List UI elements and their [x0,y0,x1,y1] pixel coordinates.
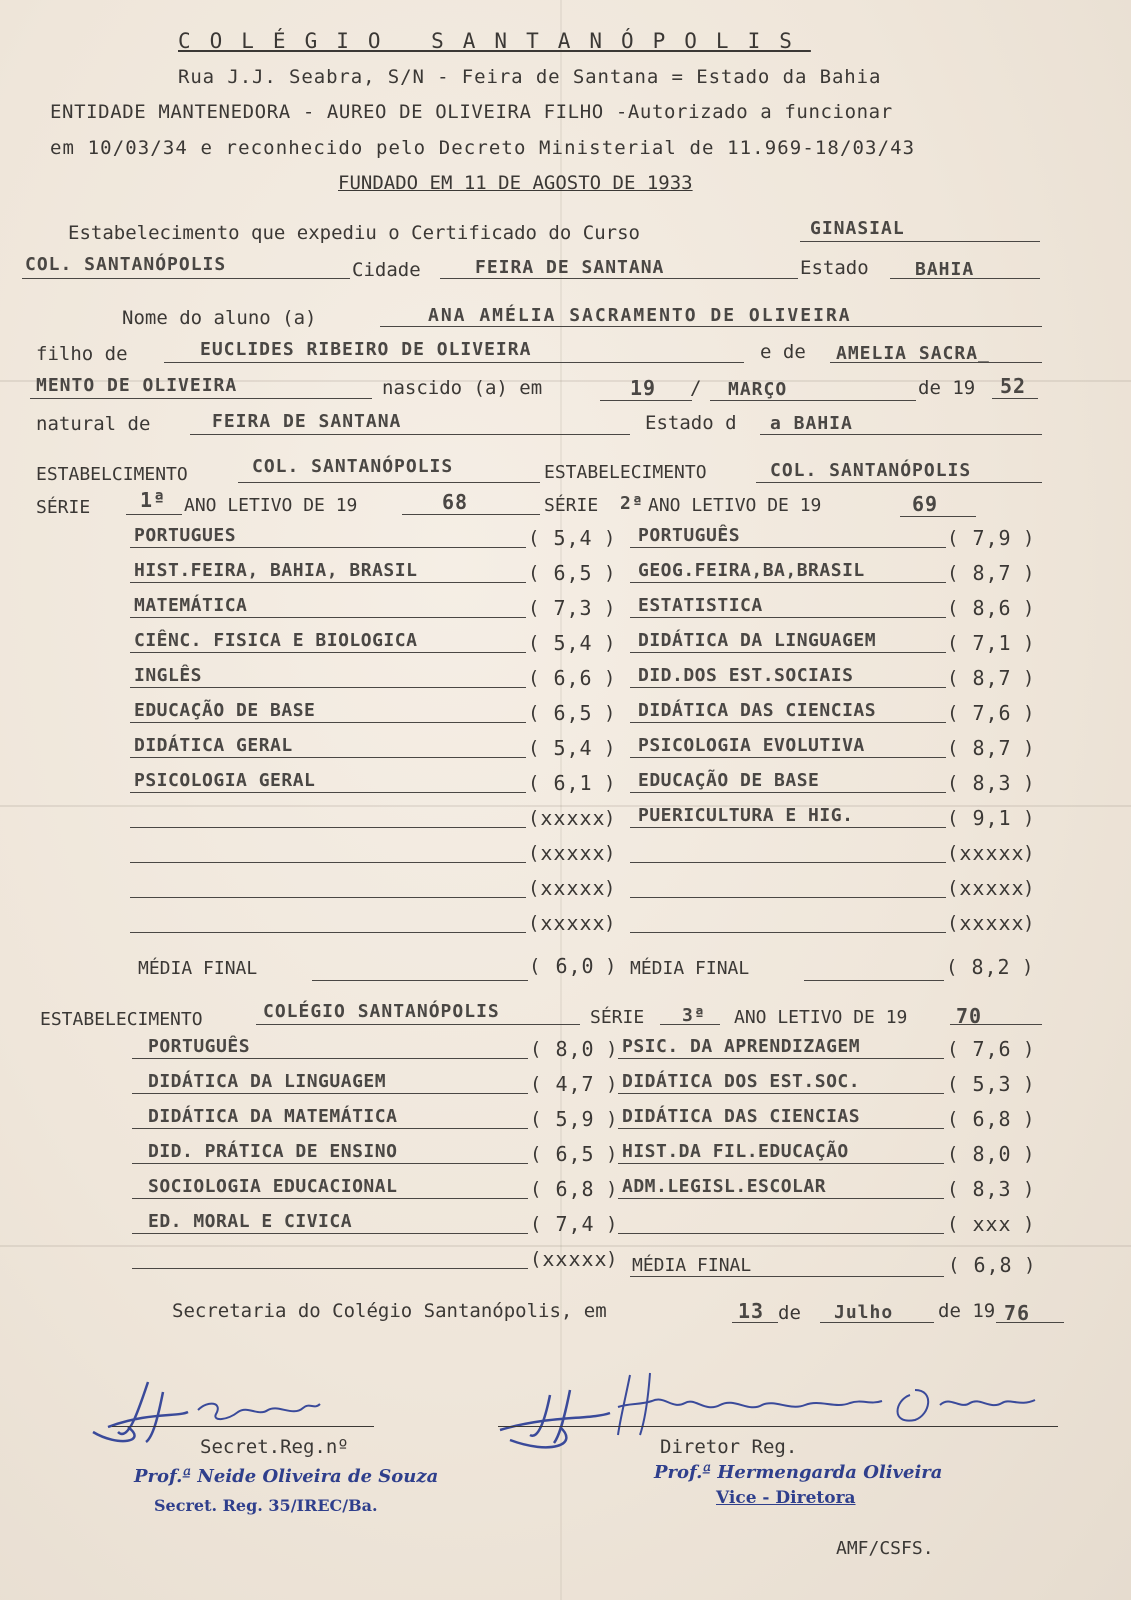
closing-text: Secretaria do Colégio Santanópolis, em [172,1300,607,1322]
subject-name: PORTUGUES [134,525,237,546]
state-label: Estado [800,257,869,279]
subject-grade: 6,5 [553,561,593,585]
maintaining-entity: ENTIDADE MANTENEDORA - AUREO DE OLIVEIRA FILHO -Autorizado a funcionar [50,101,893,123]
birth-day: 19 [630,376,657,400]
subject-grade: 6,1 [553,771,593,795]
subject-name: ADM.LEGISL.ESCOLAR [622,1176,827,1197]
subject-grade: 6,8 [972,1107,1012,1131]
natural-state: a BAHIA [770,413,853,434]
subject-grade: 5,4 [553,631,593,655]
closing-de1: de [778,1302,801,1324]
subject-grade: xxxxx [542,1247,608,1271]
y1-year-label: ANO LETIVO DE 19 [184,495,358,516]
issued-label: Estabelecimento que expediu o Certificado do Curso [68,222,640,244]
subject-name: PSIC. DA APRENDIZAGEM [622,1036,861,1057]
city-label: Cidade [352,259,421,281]
closing-year: 76 [1004,1301,1031,1325]
subject-name: HIST.FEIRA, BAHIA, BRASIL [134,560,418,581]
subject-grade: 7,6 [972,701,1012,725]
state-label-2: Estado d [645,412,737,434]
y3-est-value: COLÉGIO SANTANÓPOLIS [263,1001,500,1022]
footer-code: AMF/CSFS. [836,1538,934,1559]
school-title: COLÉGIO SANTANÓPOLIS [178,29,811,53]
subject-grade: 7,4 [555,1212,595,1236]
subject-name: EDUCAÇÃO DE BASE [134,700,316,721]
founded-line: FUNDADO EM 11 DE AGOSTO DE 1933 [338,172,693,194]
subject-name: SOCIOLOGIA EDUCACIONAL [148,1176,398,1197]
and-label: e de [760,341,806,363]
subject-grade: 7,9 [972,526,1012,550]
subject-grade: xxxxx [540,876,606,900]
birth-year: 52 [1000,374,1027,398]
course-value: GINASIAL [810,218,905,239]
subject-grade: 7,1 [972,631,1012,655]
subject-grade: xxxxx [959,841,1025,865]
subject-grade: xxxxx [540,806,606,830]
y1-est-label: ESTABELCIMENTO [36,464,188,485]
y3-year-label: ANO LETIVO DE 19 [734,1007,908,1028]
name-label: Nome do aluno (a) [122,307,317,329]
subject-name: DIDÁTICA DA LINGUAGEM [638,630,877,651]
y1-serie: 1ª [140,488,167,512]
city-value: FEIRA DE SANTANA [475,257,665,278]
secretary-label: Secret.Reg.nº [200,1436,349,1458]
closing-de2: de 19 [938,1300,996,1322]
secretary-stamp-name: Prof.ª Neide Oliveira de Souza [134,1466,439,1487]
subject-grade: 6,5 [555,1142,595,1166]
subject-grade: 4,7 [555,1072,595,1096]
born-label: nascido (a) em [382,377,543,399]
subject-name: PORTUGUÊS [148,1036,251,1057]
mother-name-part1: AMELIA SACRA_ [836,343,990,364]
student-name: ANA AMÉLIA SACRAMENTO DE OLIVEIRA [428,305,852,326]
subject-name: DIDÁTICA DA MATEMÁTICA [148,1106,398,1127]
y2-final-grade: 8,2 [971,955,1011,979]
subject-name: CIÊNC. FISICA E BIOLOGICA [134,630,418,651]
subject-grade: 8,0 [555,1037,595,1061]
y2-serie: 2ª [620,493,644,514]
subject-grade: 8,6 [972,596,1012,620]
y3-final-grade: 6,8 [973,1253,1013,1277]
natural-city: FEIRA DE SANTANA [212,411,402,432]
subject-name: PORTUGUÊS [638,525,741,546]
y1-year: 68 [442,490,469,514]
subject-grade: 5,3 [972,1072,1012,1096]
y1-final-label: MÉDIA FINAL [138,958,258,979]
subject-name: DID.DOS EST.SOCIAIS [638,665,854,686]
y2-est-value: COL. SANTANÓPOLIS [770,460,972,481]
subject-name: DIDÁTICA GERAL [134,735,293,756]
subject-grade: xxxxx [540,841,606,865]
subject-grade: 8,3 [972,1177,1012,1201]
closing-day: 13 [738,1299,765,1323]
director-stamp-name: Prof.ª Hermengarda Oliveira [654,1462,943,1483]
director-stamp-role: Vice - Diretora [716,1488,856,1508]
subject-grade: xxxxx [959,876,1025,900]
director-label: Diretor Reg. [660,1436,798,1458]
subject-grade: xxx [972,1212,1012,1236]
closing-month: Julho [834,1302,894,1323]
certificate-document: COLÉGIO SANTANÓPOLIS Rua J.J. Seabra, S/N - Feira de Santana = Estado da Bahia ENTIDADE MANTENEDORA - AUREO DE OLIVEIRA FILHO -Autorizado a funcionar em 10/03/34 e reconhecido pelo Decreto Ministerial de 11.969-18/03/43 FUNDADO EM 11 DE AGOSTO DE 1933 Estabelecimento que expediu o Certificado do Curso GINASIAL COL. SANTANÓPOLIS Cidade FEIRA DE SANTANA Estado BAHIA Nome do aluno (a) ANA AMÉLIA SACRAMENTO DE OLIVEIRA filho de EUCLIDES RIBEIRO DE OLIVEIRA e de AMELIA SACRA_ MENTO DE OLIVEIRA nascido (a) em 19 / MARÇO de 19 52 natural de FEIRA DE SANTANA Estado d a BAHIA ESTABELCIMENTO COL. SANTANÓPOLIS ESTABELECIMENTO COL. SANTANÓPOLIS SÉRIE 1ª ANO LETIVO DE 19 68 SÉRIE 2ª ANO LETIVO DE 19 69 PORTUGUES ( 5,4 ) HIST.FEIRA, BAHIA, BRASIL ( 6,5 ) MATEMÁTICA ( 7,3 ) CIÊNC. FISICA E BIOLOGICA ( 5,4 ) INGLÊS ( 6,6 ) EDUCAÇÃO DE BASE ( 6,5 ) DIDÁTICA GERAL ( 5,4 ) PSICOLOGIA GERAL ( 6,1 ) ( xxxxx ) ( xxxxx ) ( xxxxx ) ( xxxxx ) PORTUGUÊS ( 7,9 ) GEOG.FEIRA,BA,BRASIL ( 8,7 ) ESTATISTICA ( 8,6 ) DIDÁTICA DA LINGUAGEM ( 7,1 ) DID.DOS EST.SOCIAIS ( 8,7 ) DIDÁTICA DAS CIENCIAS ( 7,6 ) PSICOLOGIA EVOLUTIVA ( 8,7 ) EDUCAÇÃO DE BASE ( 8,3 ) PUERICULTURA E HIG. ( 9,1 ) ( xxxxx ) ( xxxxx ) ( xxxxx ) MÉDIA FINAL 6,0 ( ) MÉDIA FINAL 8,2 ( ) ESTABELECIMENTO COLÉGIO SANTANÓPOLIS SÉRIE 3ª ANO LETIVO DE 19 70 PORTUGUÊS ( 8,0 ) DIDÁTICA DA LINGUAGEM ( 4,7 ) DIDÁTICA DA MATEMÁTICA ( 5,9 ) DID. PRÁTICA DE ENSINO ( 6,5 ) SOCIOLOGIA EDUCACIONAL ( 6,8 ) ED. MORAL E CIVICA ( 7,4 ) ( xxxxx ) PSIC. DA APRENDIZAGEM ( 7,6 ) DIDÁTICA DOS EST.SOC. ( 5,3 ) DIDÁTICA DAS CIENCIAS ( 6,8 ) HIST.DA FIL.EDUCAÇÃO ( 8,0 ) ADM.LEGISL.ESCOLAR ( 8,3 ) ( xxx ) MÉDIA FINAL 6,8 ( ) Secretaria do Colégio Santanópolis, em 13 de Julho de 19 76 Secret.Reg.nº Prof.ª Neide Oliveira de Souza Secret. Reg. 35/IREC/Ba. Diretor Reg. Prof.ª Hermengarda Oliveira Vice - Diretora AMF/CSFS. [0,0,1131,1600]
decree-line: em 10/03/34 e reconhecido pelo Decreto Ministerial de 11.969-18/03/43 [50,137,916,159]
subject-name: GEOG.FEIRA,BA,BRASIL [638,560,865,581]
y3-serie-label: SÉRIE [590,1007,645,1028]
subject-name: DIDÁTICA DOS EST.SOC. [622,1071,861,1092]
subject-grade: xxxxx [959,911,1025,935]
school-address: Rua J.J. Seabra, S/N - Feira de Santana = Estado da Bahia [178,66,882,88]
birth-year-prefix: de 19 [918,377,976,399]
subject-grade: 8,3 [972,771,1012,795]
subject-grade: 6,5 [553,701,593,725]
birth-slash: / [690,377,702,399]
subject-name: PUERICULTURA E HIG. [638,805,854,826]
y2-year: 69 [912,492,939,516]
subject-name: PSICOLOGIA EVOLUTIVA [638,735,865,756]
subject-grade: 9,1 [972,806,1012,830]
natural-label: natural de [36,413,151,435]
subject-name: ESTATISTICA [638,595,763,616]
subject-name: ED. MORAL E CIVICA [148,1211,353,1232]
y3-serie: 3ª [682,1005,706,1026]
subject-grade: 5,4 [553,736,593,760]
subject-grade: 8,0 [972,1142,1012,1166]
y2-est-label: ESTABELECIMENTO [544,462,707,483]
birth-month: MARÇO [728,379,788,400]
subject-grade: 8,7 [972,561,1012,585]
subject-name: EDUCAÇÃO DE BASE [638,770,820,791]
subject-name: HIST.DA FIL.EDUCAÇÃO [622,1141,849,1162]
mother-name-part2: MENTO DE OLIVEIRA [36,375,238,396]
y2-year-label: ANO LETIVO DE 19 [648,495,822,516]
y1-final-grade: 6,0 [555,954,595,978]
subject-name: DID. PRÁTICA DE ENSINO [148,1141,398,1162]
establishment-value: COL. SANTANÓPOLIS [25,254,227,275]
father-label: filho de [36,343,128,365]
subject-name: PSICOLOGIA GERAL [134,770,316,791]
subject-grade: 8,7 [972,736,1012,760]
father-name: EUCLIDES RIBEIRO DE OLIVEIRA [200,339,532,360]
subject-grade: 5,4 [553,526,593,550]
subject-name: MATEMÁTICA [134,595,248,616]
subject-name: DIDÁTICA DA LINGUAGEM [148,1071,387,1092]
state-value: BAHIA [915,259,975,280]
subject-grade: 7,6 [972,1037,1012,1061]
secretary-stamp-reg: Secret. Reg. 35/IREC/Ba. [154,1496,378,1515]
y1-serie-label: SÉRIE [36,497,91,518]
y2-serie-label: SÉRIE [544,495,599,516]
y3-final-label: MÉDIA FINAL [632,1255,752,1276]
subject-grade: 6,8 [555,1177,595,1201]
subject-grade: 8,7 [972,666,1012,690]
subject-name: INGLÊS [134,665,203,686]
y3-est-label: ESTABELECIMENTO [40,1009,203,1030]
subject-grade: xxxxx [540,911,606,935]
subject-grade: 6,6 [553,666,593,690]
subject-grade: 5,9 [555,1107,595,1131]
y2-final-label: MÉDIA FINAL [630,958,750,979]
y1-est-value: COL. SANTANÓPOLIS [252,456,454,477]
y3-year: 70 [956,1004,983,1028]
subject-name: DIDÁTICA DAS CIENCIAS [622,1106,861,1127]
subject-name: DIDÁTICA DAS CIENCIAS [638,700,877,721]
subject-grade: 7,3 [553,596,593,620]
